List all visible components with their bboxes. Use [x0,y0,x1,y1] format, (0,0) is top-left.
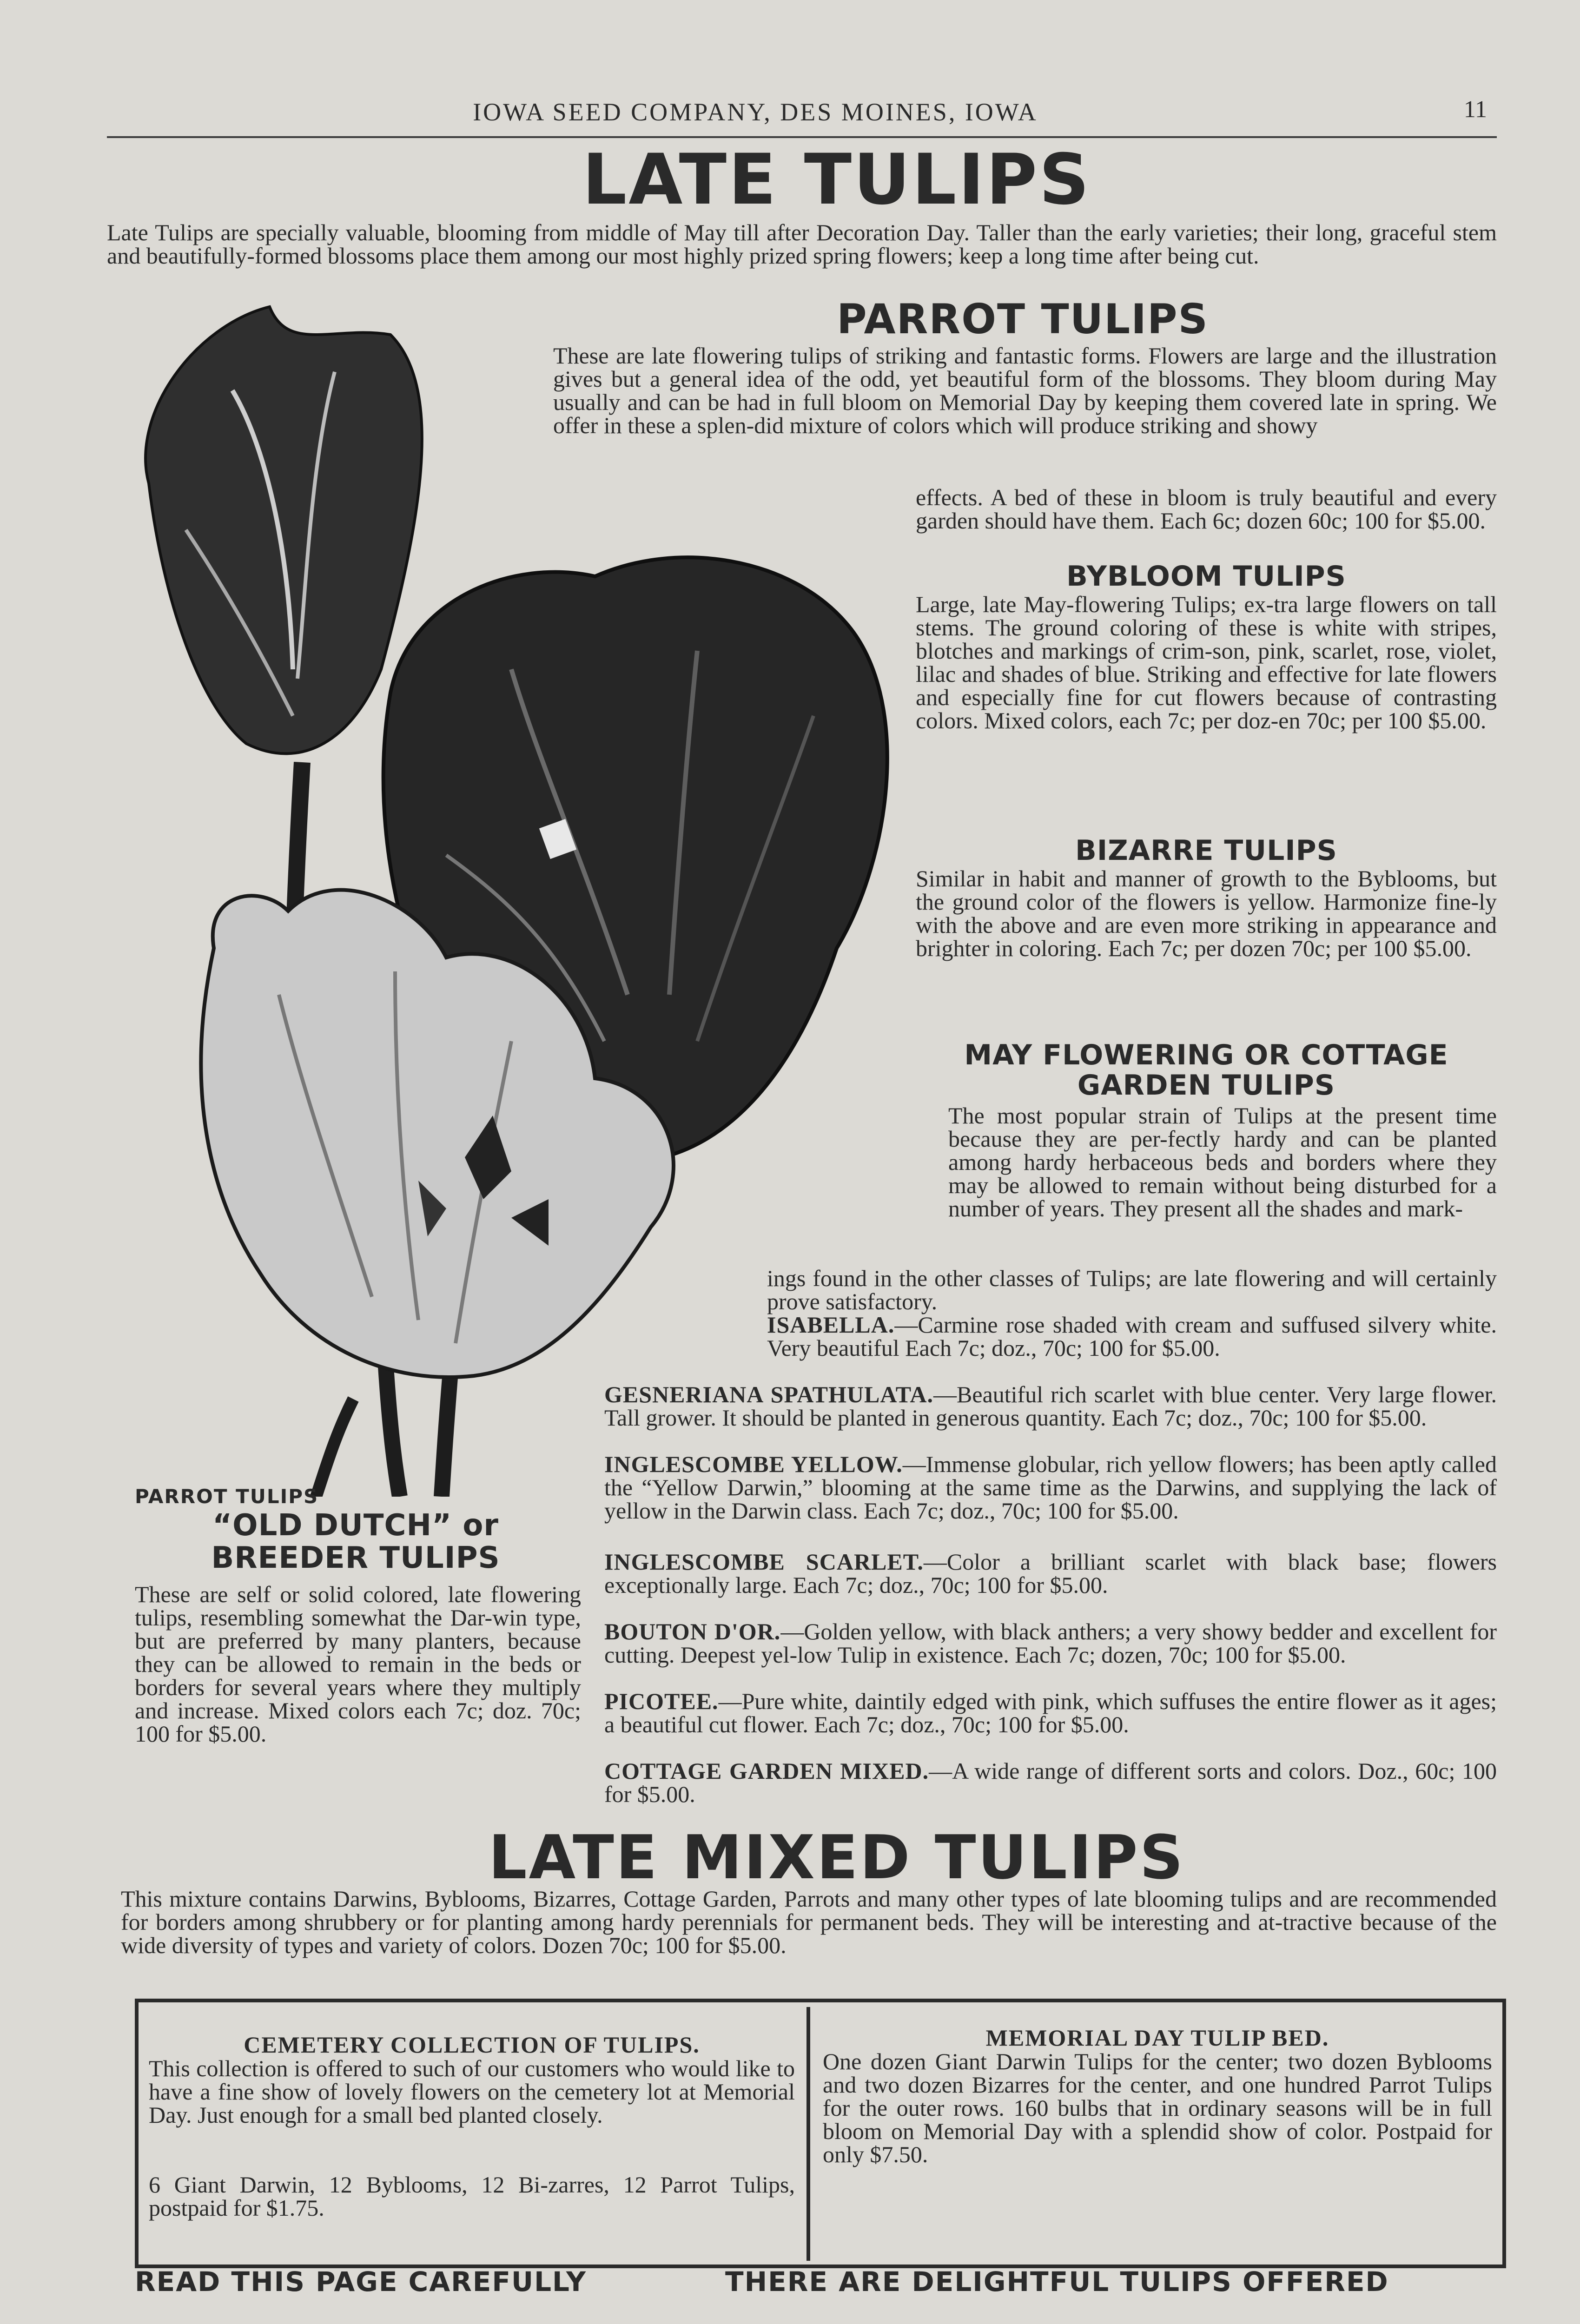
bybloom-tulips-heading: BYBLOOM TULIPS [1066,560,1346,593]
variety-name: PICOTEE. [604,1688,719,1714]
parrot-tulips-text-continued: effects. A bed of these in bloom is truly beautiful and every garden should have them. Each 6c; dozen 60c; 100 for $5.00. [916,484,1497,534]
variety-name: GESNERIANA SPATHULATA. [604,1381,934,1407]
old-dutch-heading-line2: BREEDER TULIPS [211,1541,500,1575]
variety-description: —Immense globular, rich yellow flowers; has been aptly called the “Yellow Darwin,” blooming at the same time as the Darwins, and supplying the lack of yellow in the Darwin class. Each 7c; doz., 70c; 100 for $5.00. [604,1451,1497,1524]
variety-name: COTTAGE GARDEN MIXED. [604,1758,929,1784]
bizarre-tulips-text: Similar in habit and manner of growth to the Byblooms, but the ground color of the flowers is yellow. Harmonize fine-ly with the above and are even more striking in appearance and brighter in coloring. Each 7c; per dozen 70c; per 100 $5.00. [916,865,1497,961]
variety-name: INGLESCOMBE YELLOW. [604,1451,903,1477]
old-dutch-text: These are self or solid colored, late flowering tulips, resembling somewhat the Dar-win type, but are preferred by many planters, because they can be allowed to remain in the beds or borders for several years where they multiply and increase. Mixed colors each 7c; doz. 70c; 100 for $5.00. [135,1581,581,1747]
variety-description: —Carmine rose shaded with cream and suffused silvery white. Very beautiful Each 7c; doz., 70c; 100 for $5.00. [767,1312,1497,1361]
late-mixed-tulips-heading: LATE MIXED TULIPS [488,1822,1185,1893]
cottage-tulips-text-continued: ings found in the other classes of Tulips; are late flowering and will certainly prove satisfactory. [767,1265,1497,1314]
memorial-day-bed-text: One dozen Giant Darwin Tulips for the center; two dozen Byblooms and two dozen Bizarres for the center, and one hundred Parrot Tulips for the outer rows. 160 bulbs that in ordinary seasons will be in full bloom on Memorial Day with a splendid show of color. Postpaid for only $7.50. [823,2048,1492,2167]
cemetery-collection-text: This collection is offered to such of our customers who would like to have a fine show of lovely flowers on the cemetery lot at Memorial Day. Just enough for a small bed planted closely. [149,2055,795,2128]
variety-inglescombe-scarlet [604,1550,1497,1597]
bybloom-tulips-text: Large, late May-flowering Tulips; ex-tra large flowers on tall stems. The ground coloring of these is white with stripes, blotches and markings of crim-son, pink, scarlet, rose, violet, lilac and shades of blue. Striking and effective for late flowers and especially fine for cut flowers because of contrasting colors. Mixed colors, each 7c; per doz-en 70c; per 100 $5.00. [916,591,1497,733]
parrot-tulips-text: These are late flowering tulips of striking and fantastic forms. Flowers are large and the illustration gives but a general idea of the odd, yet beautiful form of the blossoms. They bloom during May usually and can be had in full bloom on Memorial Day by keeping them covered late in spring. We offer in these a splen-did mixture of colors which will produce striking and showy [553,343,1497,438]
variety-name: BOUTON D'OR. [604,1618,781,1644]
variety-cottage-garden-mixed [604,1759,1497,1806]
variety-picotee [604,1690,1497,1736]
footer-delightful-tulips: THERE ARE DELIGHTFUL TULIPS OFFERED [725,2266,1389,2298]
late-tulips-heading: LATE TULIPS [582,139,1091,220]
cemetery-collection-title: CEMETERY COLLECTION OF TULIPS. [244,2032,700,2058]
page-header-title: IOWA SEED COMPANY, DES MOINES, IOWA [473,98,1038,126]
variety-name: ISABELLA. [767,1312,895,1338]
variety-description: —Pure white, daintily edged with pink, which suffuses the entire flower as it ages; a beautiful cut flower. Each 7c; doz., 70c; 100 for $5.00. [604,1688,1497,1737]
memorial-day-bed-title: MEMORIAL DAY TULIP BED. [985,2025,1329,2051]
cemetery-collection-offer: 6 Giant Darwin, 12 Byblooms, 12 Bi-zarres, 12 Parrot Tulips, postpaid for $1.75. [149,2172,795,2221]
variety-description: —A wide range of different sorts and colors. Doz., 60c; 100 for $5.00. [604,1758,1497,1807]
variety-description: —Beautiful rich scarlet with blue center. Very large flower. Tall grower. It should be planted in generous quantity. Each 7c; doz., 70c; 100 for $5.00. [604,1381,1497,1431]
bizarre-tulips-heading: BIZARRE TULIPS [1075,834,1337,867]
late-mixed-tulips-text: This mixture contains Darwins, Byblooms, Bizarres, Cottage Garden, Parrots and many other types of late blooming tulips and are recommended for borders among shrubbery or for planting among hardy perennials for permanent beds. They will be interesting and at-tractive because of the wide diversity of types and variety of colors. Dozen 70c; 100 for $5.00. [121,1886,1497,1958]
illustration-caption: PARROT TULIPS [135,1485,319,1508]
late-tulips-intro: Late Tulips are specially valuable, blooming from middle of May till after Decoration Day. Taller than the early varieties; their long, graceful stem and beautifully-formed blossoms place them among our most highly prized spring flowers; keep a long time after being cut. [107,219,1497,269]
variety-description: —Golden yellow, with black anthers; a very showy bedder and excellent for cutting. Deepest yel-low Tulip in existence. Each 7c; dozen, 70c; 100 for $5.00. [604,1618,1497,1668]
old-dutch-heading-line1: “OLD DUTCH” or [212,1508,499,1543]
cottage-tulips-heading-line2: GARDEN TULIPS [1077,1069,1335,1102]
parrot-tulips-heading: PARROT TULIPS [837,295,1209,343]
variety-name: INGLESCOMBE SCARLET. [604,1549,924,1575]
header-rule [107,136,1497,138]
cottage-tulips-heading-line1: MAY FLOWERING OR COTTAGE [964,1039,1448,1071]
variety-description: —Color a brilliant scarlet with black base; flowers exceptionally large. Each 7c; doz., 70c; 100 for $5.00. [604,1549,1497,1598]
offers-box-divider [807,2007,810,2261]
footer-read-carefully: READ THIS PAGE CAREFULLY [135,2266,587,2298]
page-number: 11 [1463,96,1487,123]
variety-gesneriana [604,1383,1497,1429]
variety-bouton-dor [604,1620,1497,1666]
variety-inglescombe-yellow [604,1452,1497,1522]
variety-isabella [767,1313,1497,1360]
cottage-tulips-text: The most popular strain of Tulips at the present time because they are per-fectly hardy and can be planted among hardy herbaceous beds and borders where they may be allowed to remain without being disturbed for a number of years. They present all the shades and mark- [948,1103,1497,1221]
